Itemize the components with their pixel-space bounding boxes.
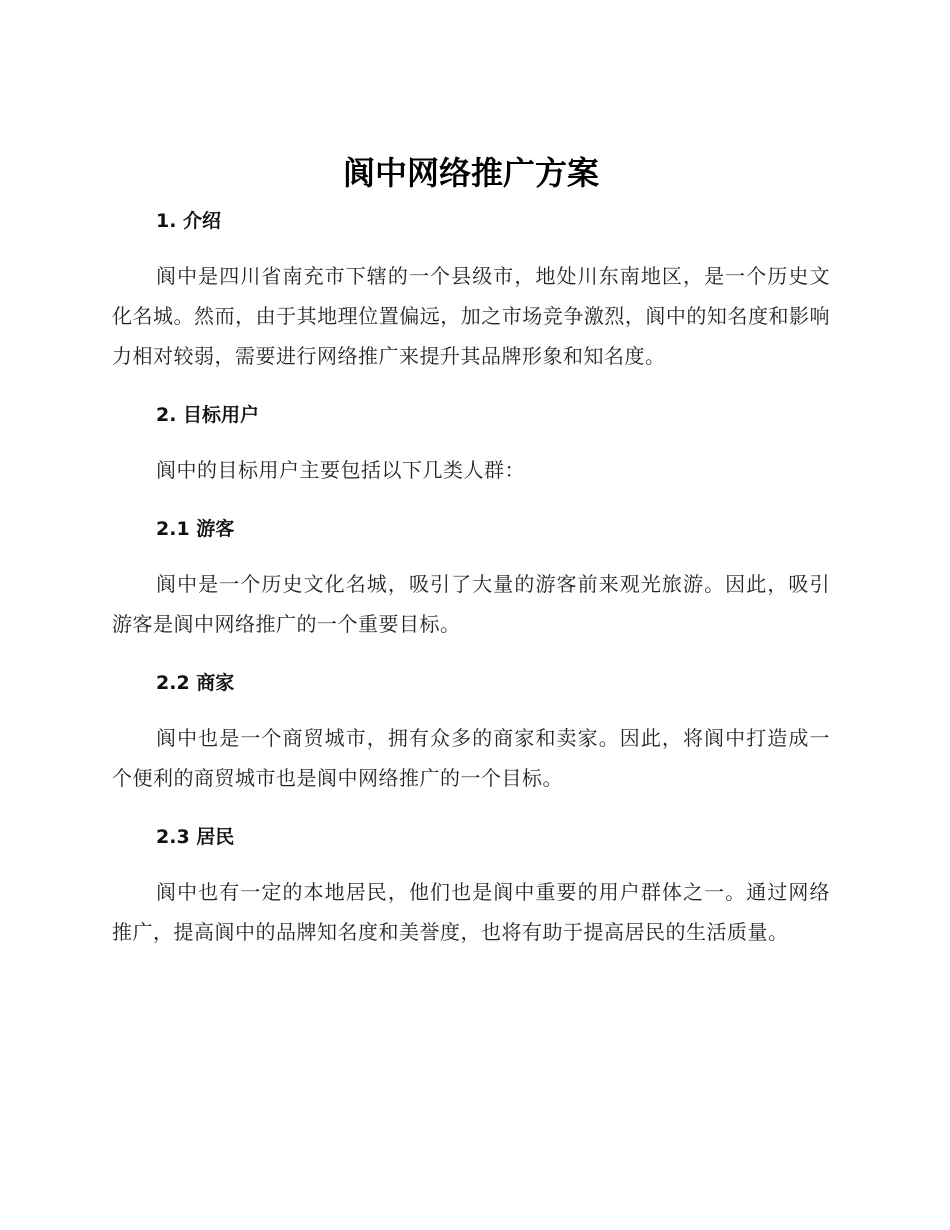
document-body bbox=[112, 150, 830, 952]
section-heading-introduction: 1. 介绍 bbox=[156, 210, 222, 232]
paragraph-merchants: 阆中也是一个商贸城市，拥有众多的商家和卖家。因此，将阆中打造成一个便利的商贸城市也是阆中网络推广的一个目标。 bbox=[112, 726, 830, 790]
section-heading-tourists: 2.1 游客 bbox=[156, 518, 235, 540]
section-heading-merchants: 2.2 商家 bbox=[156, 672, 235, 694]
section-heading-target-users: 2. 目标用户 bbox=[156, 404, 260, 426]
paragraph-tourists: 阆中是一个历史文化名城，吸引了大量的游客前来观光旅游。因此，吸引游客是阆中网络推广的一个重要目标。 bbox=[112, 572, 830, 636]
paragraph-target-users: 阆中的目标用户主要包括以下几类人群： bbox=[156, 458, 525, 482]
paragraph-introduction: 阆中是四川省南充市下辖的一个县级市，地处川东南地区，是一个历史文化名城。然而，由于其地理位置偏远，加之市场竞争激烈，阆中的知名度和影响力相对较弱，需要进行网络推广来提升其品牌形象和知名度。 bbox=[112, 264, 830, 368]
paragraph-residents: 阆中也有一定的本地居民，他们也是阆中重要的用户群体之一。通过网络推广，提高阆中的品牌知名度和美誉度，也将有助于提高居民的生活质量。 bbox=[112, 880, 830, 944]
document-title: 阆中网络推广方案 bbox=[342, 154, 599, 192]
section-heading-residents: 2.3 居民 bbox=[156, 826, 235, 848]
